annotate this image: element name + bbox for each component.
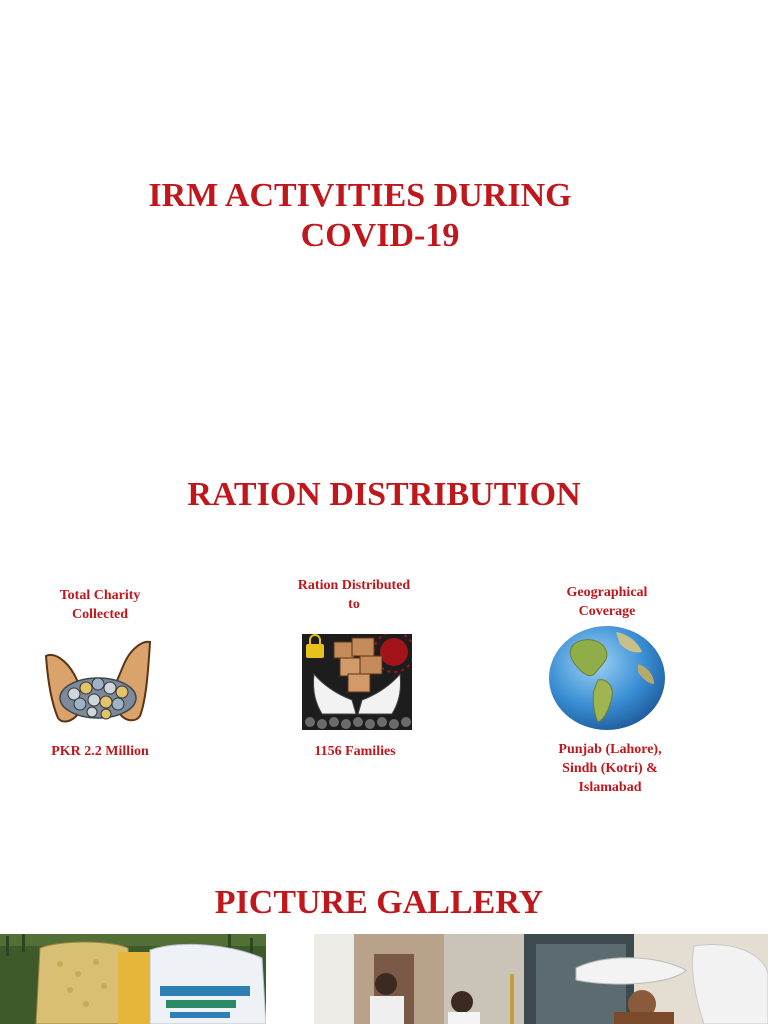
stat-caption: Ration Distributed to (297, 578, 411, 612)
ration-boxes-hands-icon (302, 634, 412, 730)
hands-with-coins-icon (44, 634, 152, 728)
stat-value: 1156 Families (314, 744, 396, 759)
section-title: RATION DISTRIBUTION (187, 476, 581, 513)
page-title (80, 176, 640, 256)
stat-charity (40, 586, 160, 624)
stat-ration (294, 576, 414, 614)
stat-caption: Total Charity Collected (59, 588, 141, 622)
gallery-title: PICTURE GALLERY (214, 884, 544, 921)
stat-value: Punjab (Lahore), Sindh (Kotri) & Islamabad (558, 742, 662, 795)
stat-value: PKR 2.2 Million (51, 744, 149, 759)
gallery-photo-1 (0, 934, 266, 1024)
stat-coverage (542, 583, 672, 621)
page-title-line-2: COVID-19 (300, 217, 460, 254)
gallery-photo-2 (314, 934, 768, 1024)
globe-icon (546, 624, 668, 732)
stat-caption: Geographical Coverage (566, 585, 648, 619)
page-title-line-1: IRM ACTIVITIES DURING (148, 177, 572, 214)
